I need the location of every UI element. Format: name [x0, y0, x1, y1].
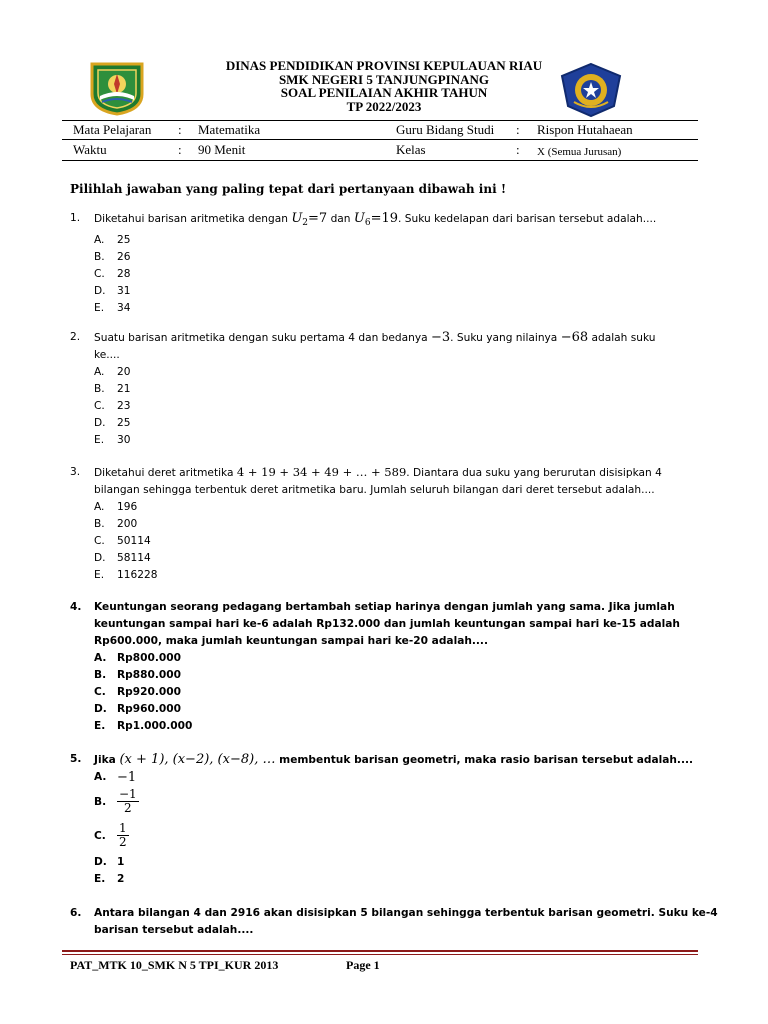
option-letter: E. — [94, 873, 106, 885]
option-value: 1 — [117, 856, 125, 868]
question-number: 5. — [70, 753, 82, 765]
option-a[interactable] — [70, 769, 690, 786]
option-d[interactable] — [70, 283, 690, 300]
option-b[interactable] — [70, 667, 690, 684]
option-letter: D. — [94, 417, 106, 429]
question-text: keuntungan sampai hari ke-6 adalah Rp132.000 dan jumlah keuntungan sampai hari ke-15 adalah — [94, 618, 680, 630]
option-a[interactable] — [70, 499, 690, 516]
heading-line-1: DINAS PENDIDIKAN PROVINSI KEPULAUAN RIAU — [225, 58, 543, 73]
info-rule-2 — [62, 160, 698, 161]
mapel-value: Matematika — [198, 122, 261, 137]
math-subscript: 2 — [302, 218, 309, 228]
question-text: dan — [330, 213, 351, 225]
question-text: . Diantara dua suku yang berurutan disisipkan 4 — [406, 467, 662, 479]
footer-rule — [62, 950, 698, 952]
question-number: 1. — [70, 212, 81, 224]
question-text: Jika — [94, 754, 116, 766]
option-e[interactable] — [70, 871, 690, 888]
option-letter: D. — [94, 856, 107, 868]
question-text: bilangan sehingga terbentuk deret aritmetika baru. Jumlah seluruh bilangan dari deret tersebut adalah.... — [94, 484, 655, 496]
option-a[interactable] — [70, 232, 690, 249]
fraction — [117, 822, 129, 849]
question-6 — [70, 905, 718, 939]
mapel-colon: : — [178, 122, 182, 137]
option-value: 34 — [117, 302, 131, 314]
option-d[interactable] — [70, 415, 690, 432]
option-letter: A. — [94, 366, 105, 378]
kelas-value: X (Semua Jurusan) — [537, 146, 622, 158]
option-b[interactable] — [70, 786, 690, 820]
option-letter: A. — [94, 652, 107, 664]
option-letter: B. — [94, 518, 105, 530]
option-b[interactable] — [70, 516, 690, 533]
option-value: 25 — [117, 417, 131, 429]
option-value: 30 — [117, 434, 131, 446]
question-text: Diketahui barisan aritmetika dengan — [94, 213, 288, 225]
question-number: 6. — [70, 907, 82, 919]
option-value: Rp880.000 — [117, 669, 181, 681]
option-letter: C. — [94, 400, 105, 412]
option-letter: E. — [94, 569, 105, 581]
question-text: membentuk barisan geometri, maka rasio barisan tersebut adalah.... — [279, 754, 694, 766]
option-letter: A. — [94, 501, 105, 513]
math-term: −68 — [560, 330, 589, 345]
math-term: (x + 1), (x−2), (x−8), … — [119, 752, 276, 767]
option-e[interactable] — [70, 432, 690, 449]
option-value: Rp960.000 — [117, 703, 181, 715]
question-number: 3. — [70, 466, 81, 478]
heading-line-3: SOAL PENILAIAN AKHIR TAHUN — [280, 85, 488, 100]
option-value: 20 — [117, 366, 131, 378]
option-c[interactable] — [70, 398, 690, 415]
question-5 — [70, 751, 694, 888]
question-text: . Suku kedelapan dari barisan tersebut adalah.... — [398, 213, 657, 225]
question-text: Rp600.000, maka jumlah keuntungan sampai hari ke-20 adalah.... — [94, 635, 488, 647]
option-value: −1 — [117, 770, 137, 785]
option-value: 21 — [117, 383, 131, 395]
option-value: 200 — [117, 518, 138, 530]
option-letter: E. — [94, 434, 105, 446]
option-a[interactable] — [70, 650, 690, 667]
waktu-label: Waktu — [73, 142, 107, 157]
option-letter: D. — [94, 552, 106, 564]
option-c[interactable] — [70, 266, 690, 283]
question-2 — [70, 329, 690, 449]
question-text: barisan tersebut adalah.... — [94, 924, 254, 936]
fraction — [117, 788, 139, 815]
option-letter: E. — [94, 302, 105, 314]
option-letter: D. — [94, 703, 107, 715]
question-1 — [70, 210, 690, 317]
option-value: 58114 — [117, 552, 151, 564]
question-text: adalah suku — [591, 332, 656, 344]
kelas-label: Kelas — [396, 142, 426, 157]
fraction-denominator: 2 — [124, 801, 132, 815]
question-3 — [70, 464, 690, 584]
option-letter: B. — [94, 383, 105, 395]
math-term: =19 — [370, 211, 399, 226]
heading-line-4: TP 2022/2023 — [346, 98, 422, 114]
option-c[interactable] — [70, 533, 690, 550]
option-letter: C. — [94, 268, 105, 280]
footer-rule-thin — [62, 954, 698, 955]
option-c[interactable] — [70, 820, 690, 854]
kelas-colon: : — [516, 142, 520, 157]
option-value: 26 — [117, 251, 131, 263]
option-letter: C. — [94, 830, 106, 842]
option-b[interactable] — [70, 381, 690, 398]
school-emblem-icon — [558, 62, 624, 118]
option-value: 116228 — [117, 569, 158, 581]
option-letter: D. — [94, 285, 106, 297]
option-value: 28 — [117, 268, 131, 280]
math-term: 4 + 19 + 34 + 49 + … + 589 — [236, 465, 407, 479]
option-letter: C. — [94, 686, 106, 698]
option-e[interactable] — [70, 300, 690, 317]
option-c[interactable] — [70, 684, 690, 701]
option-value: 31 — [117, 285, 131, 297]
guru-value: Rispon Hutahaean — [537, 122, 633, 137]
footer-code: PAT_MTK 10_SMK N 5 TPI_KUR 2013 — [70, 958, 279, 972]
option-e[interactable] — [70, 567, 690, 584]
header-rule — [62, 120, 698, 121]
option-letter: E. — [94, 720, 106, 732]
question-text: Diketahui deret aritmetika — [94, 467, 234, 479]
option-letter: A. — [94, 234, 105, 246]
info-rule-1 — [62, 139, 698, 140]
option-value: 25 — [117, 234, 131, 246]
math-subscript: 6 — [364, 218, 371, 228]
mapel-label: Mata Pelajaran — [73, 122, 152, 137]
math-term: =7 — [308, 211, 328, 226]
option-a[interactable] — [70, 364, 690, 381]
fraction-denominator: 2 — [119, 835, 127, 849]
option-d[interactable] — [70, 854, 690, 871]
option-letter: B. — [94, 796, 107, 808]
heading-line-2: SMK NEGERI 5 TANJUNGPINANG — [278, 71, 490, 87]
option-d[interactable] — [70, 550, 690, 567]
guru-colon: : — [516, 122, 520, 137]
question-text: Antara bilangan 4 dan 2916 akan disisipkan 5 bilangan sehingga terbentuk barisan geometri. Suku ke-4 — [94, 907, 718, 919]
option-letter: B. — [94, 669, 107, 681]
option-value: 50114 — [117, 535, 151, 547]
instruction-text: Pilihlah jawaban yang paling tepat dari pertanyaan dibawah ini ! — [70, 182, 507, 196]
option-d[interactable] — [70, 701, 690, 718]
option-letter: A. — [94, 771, 107, 783]
math-term: −3 — [430, 330, 451, 345]
waktu-colon: : — [178, 142, 182, 157]
math-term: U — [291, 211, 303, 226]
page-number: Page 1 — [346, 958, 380, 972]
option-value: Rp800.000 — [117, 652, 181, 664]
fraction-numerator: −1 — [119, 787, 137, 801]
waktu-value: 90 Menit — [198, 142, 246, 157]
option-value: 23 — [117, 400, 131, 412]
option-b[interactable] — [70, 249, 690, 266]
document-header — [70, 56, 698, 118]
question-4 — [70, 599, 690, 735]
option-letter: B. — [94, 251, 105, 263]
question-text: Suatu barisan aritmetika dengan suku pertama 4 dan bedanya — [94, 332, 428, 344]
fraction-numerator: 1 — [119, 821, 127, 835]
option-e[interactable] — [70, 718, 690, 735]
option-value: Rp1.000.000 — [117, 720, 193, 732]
math-term: U — [353, 211, 365, 226]
option-value: Rp920.000 — [117, 686, 181, 698]
question-number: 4. — [70, 601, 82, 613]
question-text: ke.... — [94, 349, 120, 361]
question-text: . Suku yang nilainya — [450, 332, 558, 344]
question-text: Keuntungan seorang pedagang bertambah setiap harinya dengan jumlah yang sama. Jika jumlah — [94, 601, 675, 613]
question-number: 2. — [70, 331, 81, 343]
option-letter: C. — [94, 535, 105, 547]
guru-label: Guru Bidang Studi — [396, 122, 495, 137]
option-value: 196 — [117, 501, 138, 513]
option-value: 2 — [117, 873, 125, 885]
